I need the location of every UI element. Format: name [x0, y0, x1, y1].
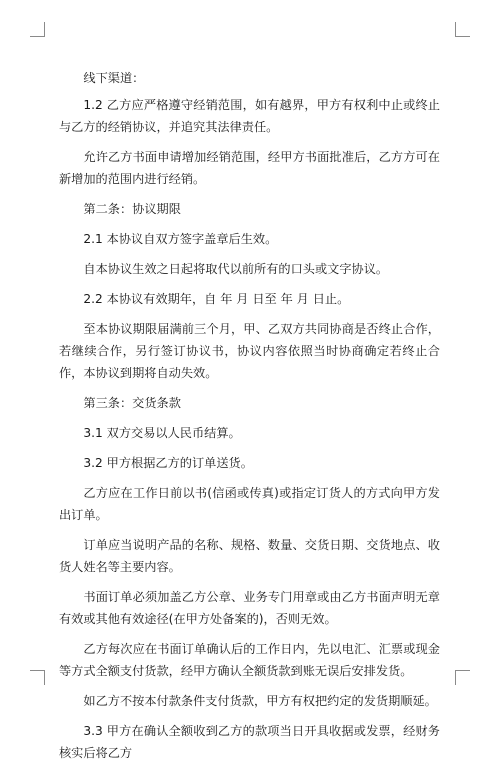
page-corner-mark-bottom-right — [455, 670, 470, 685]
paragraph-scope-extension: 允许乙方书面申请增加经销范围，经甲方书面批准后，乙方方可在新增加的范围内进行经销。 — [59, 150, 440, 186]
paragraph-order-method: 乙方应在工作日前以书(信函或传真)或指定订货人的方式向甲方发出订单。 — [59, 486, 440, 522]
document-body — [59, 67, 440, 772]
paragraph-clause-3-1: 3.1 双方交易以人民币结算。 — [83, 426, 241, 440]
page-corner-mark-bottom-left — [30, 670, 45, 685]
paragraph-payment: 乙方每次应在书面订单确认后的工作日内，先以电汇、汇票或现金等方式全额支付货款，经甲方确认全额货款到账无误后安排发货。 — [59, 642, 440, 678]
paragraph-late-payment: 如乙方不按本付款条件支付货款，甲方有权把约定的发货期顺延。 — [83, 694, 437, 708]
page-corner-mark-top-right — [455, 22, 470, 37]
paragraph-clause-3-2: 3.2 甲方根据乙方的订单送货。 — [83, 456, 253, 470]
paragraph-clause-2-2: 2.2 本协议有效期年，自 年 月 日至 年 月 日止。 — [83, 292, 350, 306]
paragraph-order-content: 订单应当说明产品的名称、规格、数量、交货日期、交货地点、收货人姓名等主要内容。 — [59, 538, 440, 574]
paragraph-order-seal: 书面订单必须加盖乙方公章、业务专门用章或由乙方书面声明无章有效或其他有效途径(在甲方处备案的)，否则无效。 — [59, 590, 440, 626]
paragraph-clause-1-2: 1.2 乙方应严格遵守经销范围，如有越界，甲方有权利中止或终止与乙方的经销协议，并追究其法律责任。 — [59, 98, 440, 134]
page-corner-mark-top-left — [30, 22, 45, 37]
heading-article-3: 第三条：交货条款 — [83, 396, 181, 410]
paragraph-supersede: 自本协议生效之日起将取代以前所有的口头或文字协议。 — [83, 262, 389, 276]
paragraph-clause-3-3: 3.3 甲方在确认全额收到乙方的款项当日开具收据或发票，经财务核实后将乙方 — [59, 724, 440, 760]
heading-article-2: 第二条：协议期限 — [83, 202, 181, 216]
paragraph-renewal: 至本协议期限届满前三个月，甲、乙双方共同协商是否终止合作，若继续合作，另行签订协议书，协议内容依照当时协商确定若终止合作，本协议到期将自动失效。 — [59, 322, 440, 380]
paragraph-clause-2-1: 2.1 本协议自双方签字盖章后生效。 — [83, 232, 278, 246]
paragraph-offline-channel: 线下渠道： — [83, 71, 145, 85]
